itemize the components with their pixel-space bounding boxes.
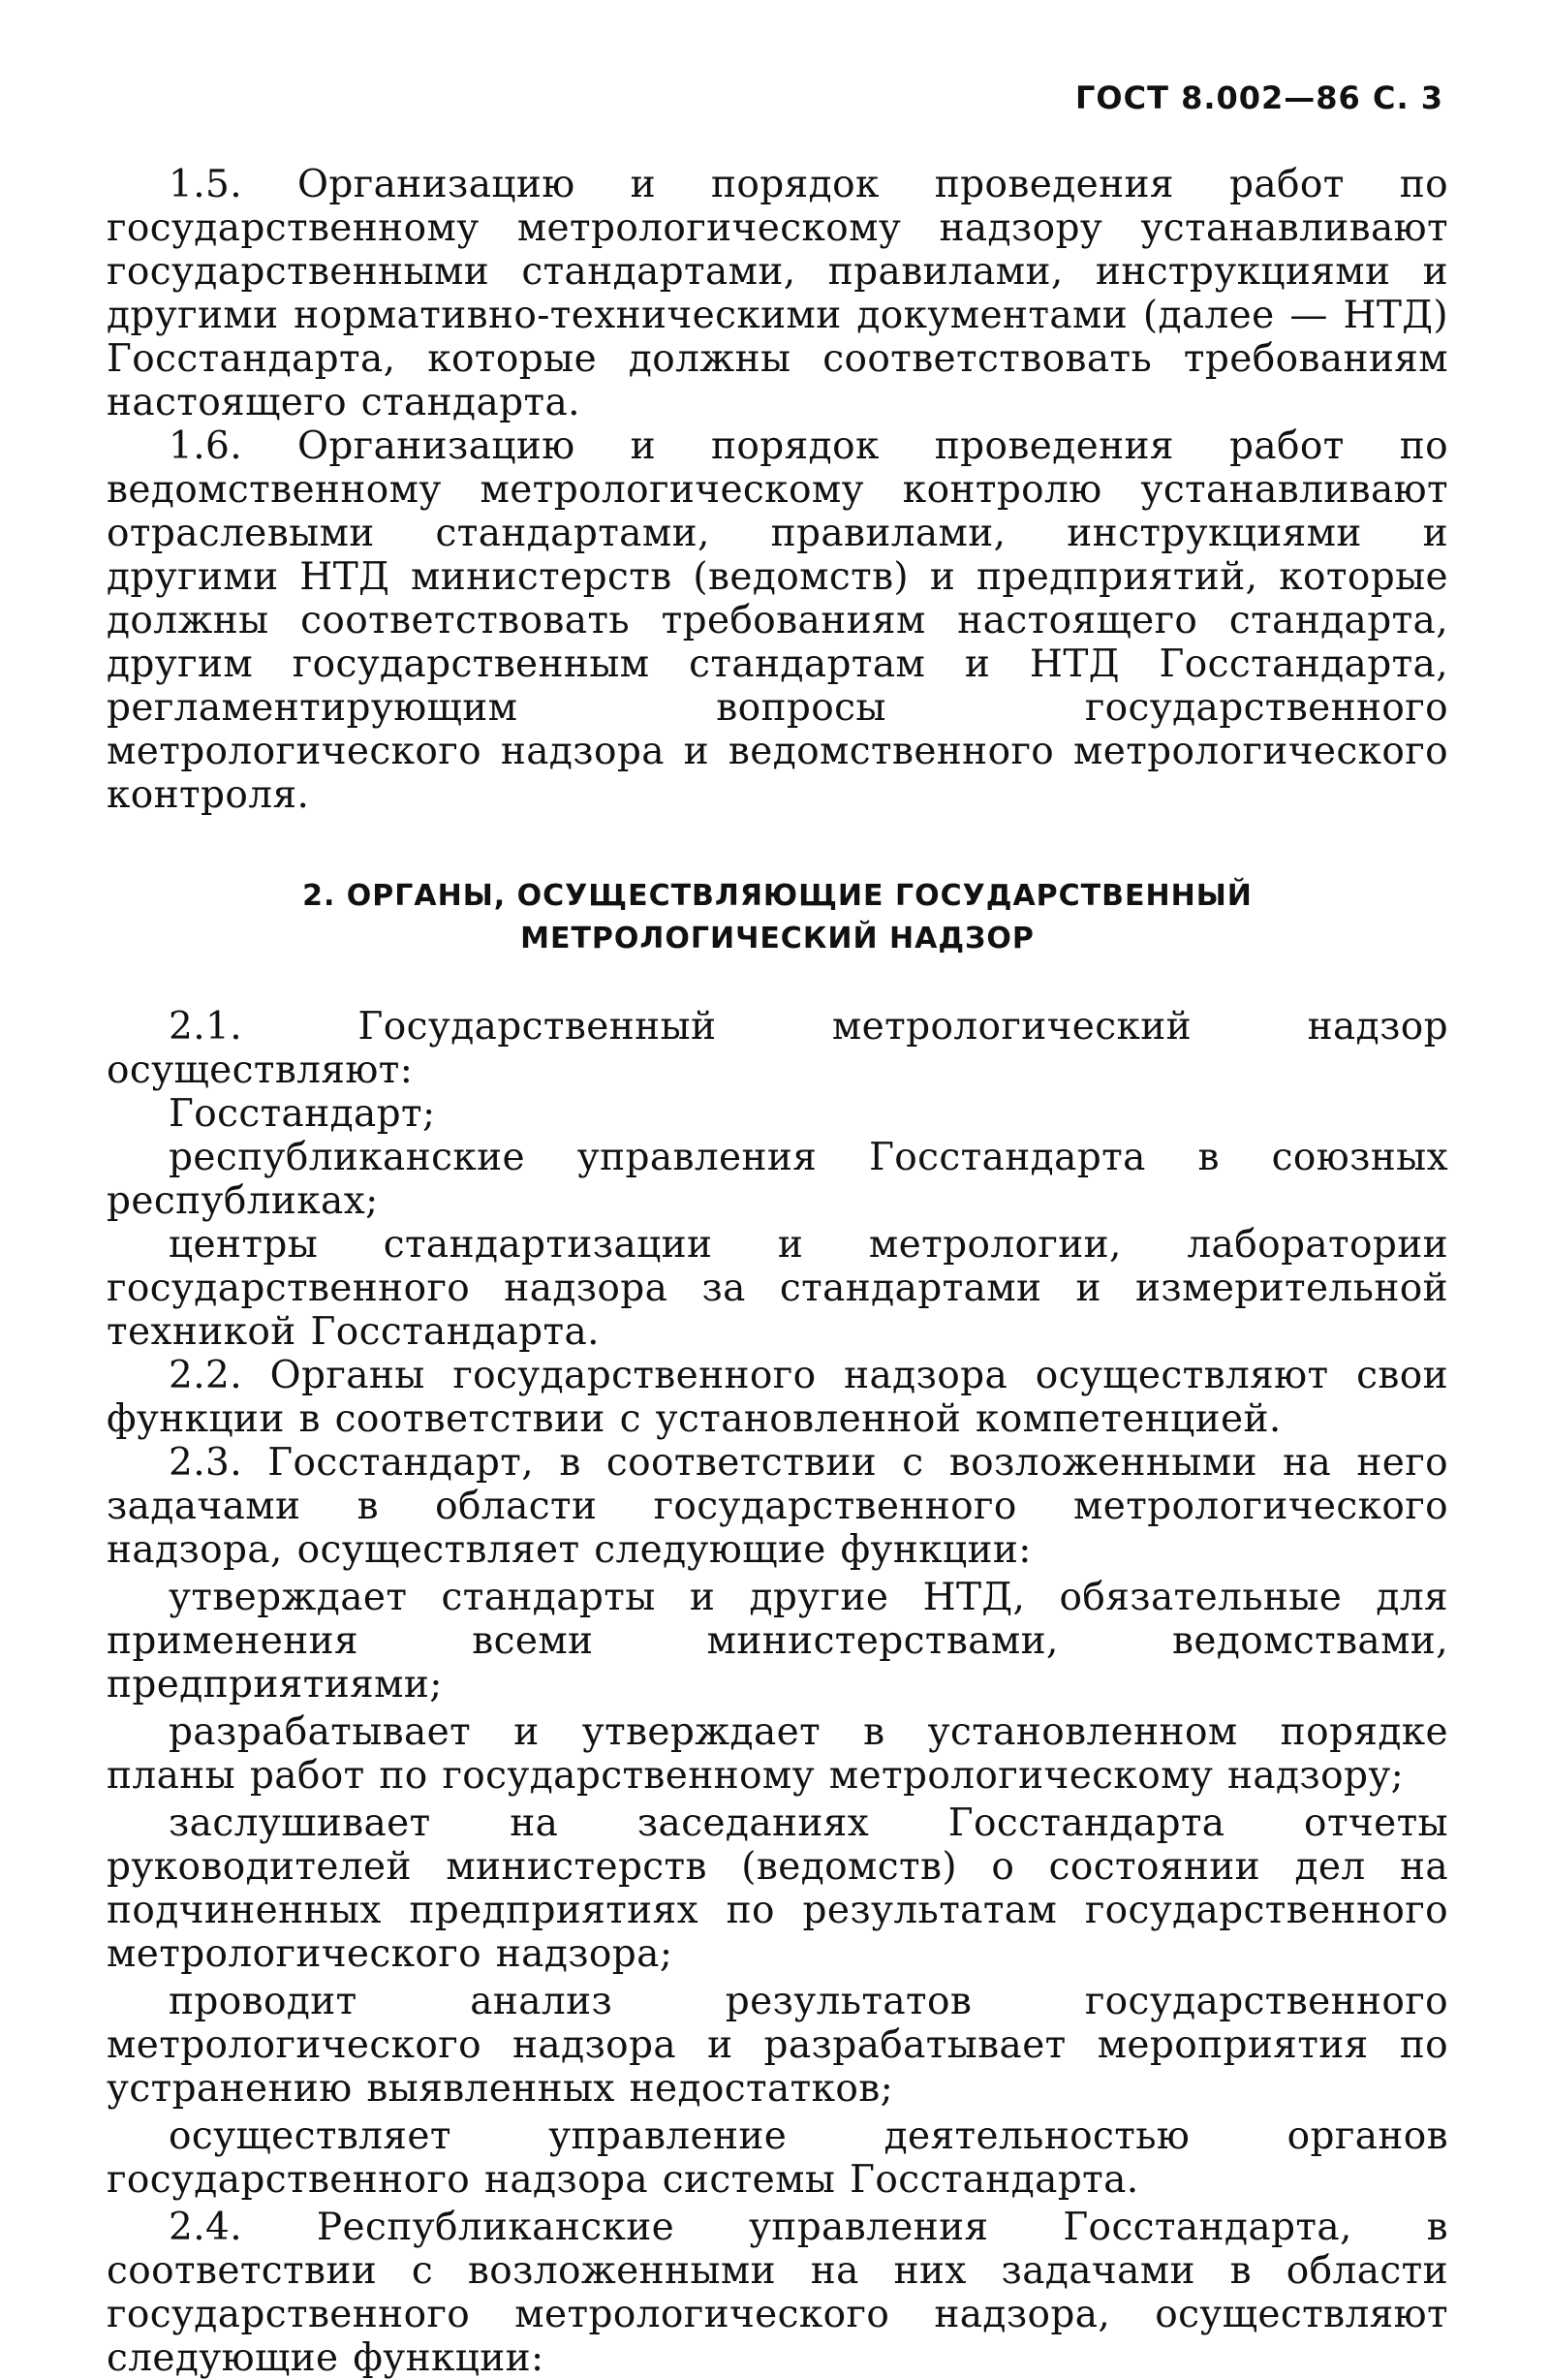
paragraph-2-1: 2.1. Государственный метрологический надзор осуществляют:: [107, 1005, 1448, 1092]
paragraph-2-3-item-b: разрабатывает и утверждает в установленном порядке планы работ по государственному метрологическому надзору;: [107, 1710, 1448, 1798]
section-2-heading-line-1: 2. ОРГАНЫ, ОСУЩЕСТВЛЯЮЩИЕ ГОСУДАРСТВЕННЫЙ: [302, 879, 1253, 913]
paragraph-1-5: 1.5. Организацию и порядок проведения работ по государственному метрологическому надзору устанавливают государственными стандартами, правилами, инструкциями и другими нормативно-техническими документами (далее — НТД) Госстандарта, которые должны соответствовать требованиям настоящего стандарта.: [107, 163, 1448, 424]
paragraph-1-6: 1.6. Организацию и порядок проведения работ по ведомственному метрологическому контролю устанавливают отраслевыми стандартами, правилами, инструкциями и другими НТД министерств (ведомств) и предприятий, которые должны соответствовать требованиям настоящего стандарта, другим государственным стандартам и НТД Госстандарта, регламентирующим вопросы государственного метрологического надзора и ведомственного метрологического контроля.: [107, 424, 1448, 817]
running-head: ГОСТ 8.002—86 С. 3: [1075, 79, 1443, 116]
paragraph-2-1-item-a: Госстандарт;: [169, 1092, 436, 1136]
section-2-heading: [107, 875, 1448, 960]
paragraph-2-2: 2.2. Органы государственного надзора осуществляют свои функции в соответствии с установленной компетенцией.: [107, 1354, 1448, 1441]
paragraph-2-3-item-c: заслушивает на заседаниях Госстандарта отчеты руководителей министерств (ведомств) о состоянии дел на подчиненных предприятиях по результатам государственного метрологического надзора;: [107, 1801, 1448, 1976]
paragraph-2-3-item-d: проводит анализ результатов государственного метрологического надзора и разрабатывает мероприятия по устранению выявленных недостатков;: [107, 1980, 1448, 2111]
document-body: [107, 163, 1448, 2380]
paragraph-2-1-item-c: центры стандартизации и метрологии, лаборатории государственного надзора за стандартами и измерительной техникой Госстандарта.: [107, 1223, 1448, 1354]
paragraph-2-1-item-b: республиканские управления Госстандарта в союзных республиках;: [107, 1136, 1448, 1223]
paragraph-2-3-item-e: осуществляет управление деятельностью органов государственного надзора системы Госстандарта.: [107, 2114, 1448, 2202]
paragraph-2-4: 2.4. Республиканские управления Госстандарта, в соответствии с возложенными на них задачами в области государственного метрологического надзора, осуществляют следующие функции:: [107, 2206, 1448, 2380]
section-2-heading-line-2: МЕТРОЛОГИЧЕСКИЙ НАДЗОР: [520, 922, 1035, 955]
paragraph-2-3-item-a: утверждает стандарты и другие НТД, обязательные для применения всеми министерствами, ведомствами, предприятиями;: [107, 1576, 1448, 1707]
paragraph-2-3: 2.3. Госстандарт, в соответствии с возложенными на него задачами в области государственного метрологического надзора, осуществляет следующие функции:: [107, 1441, 1448, 1572]
